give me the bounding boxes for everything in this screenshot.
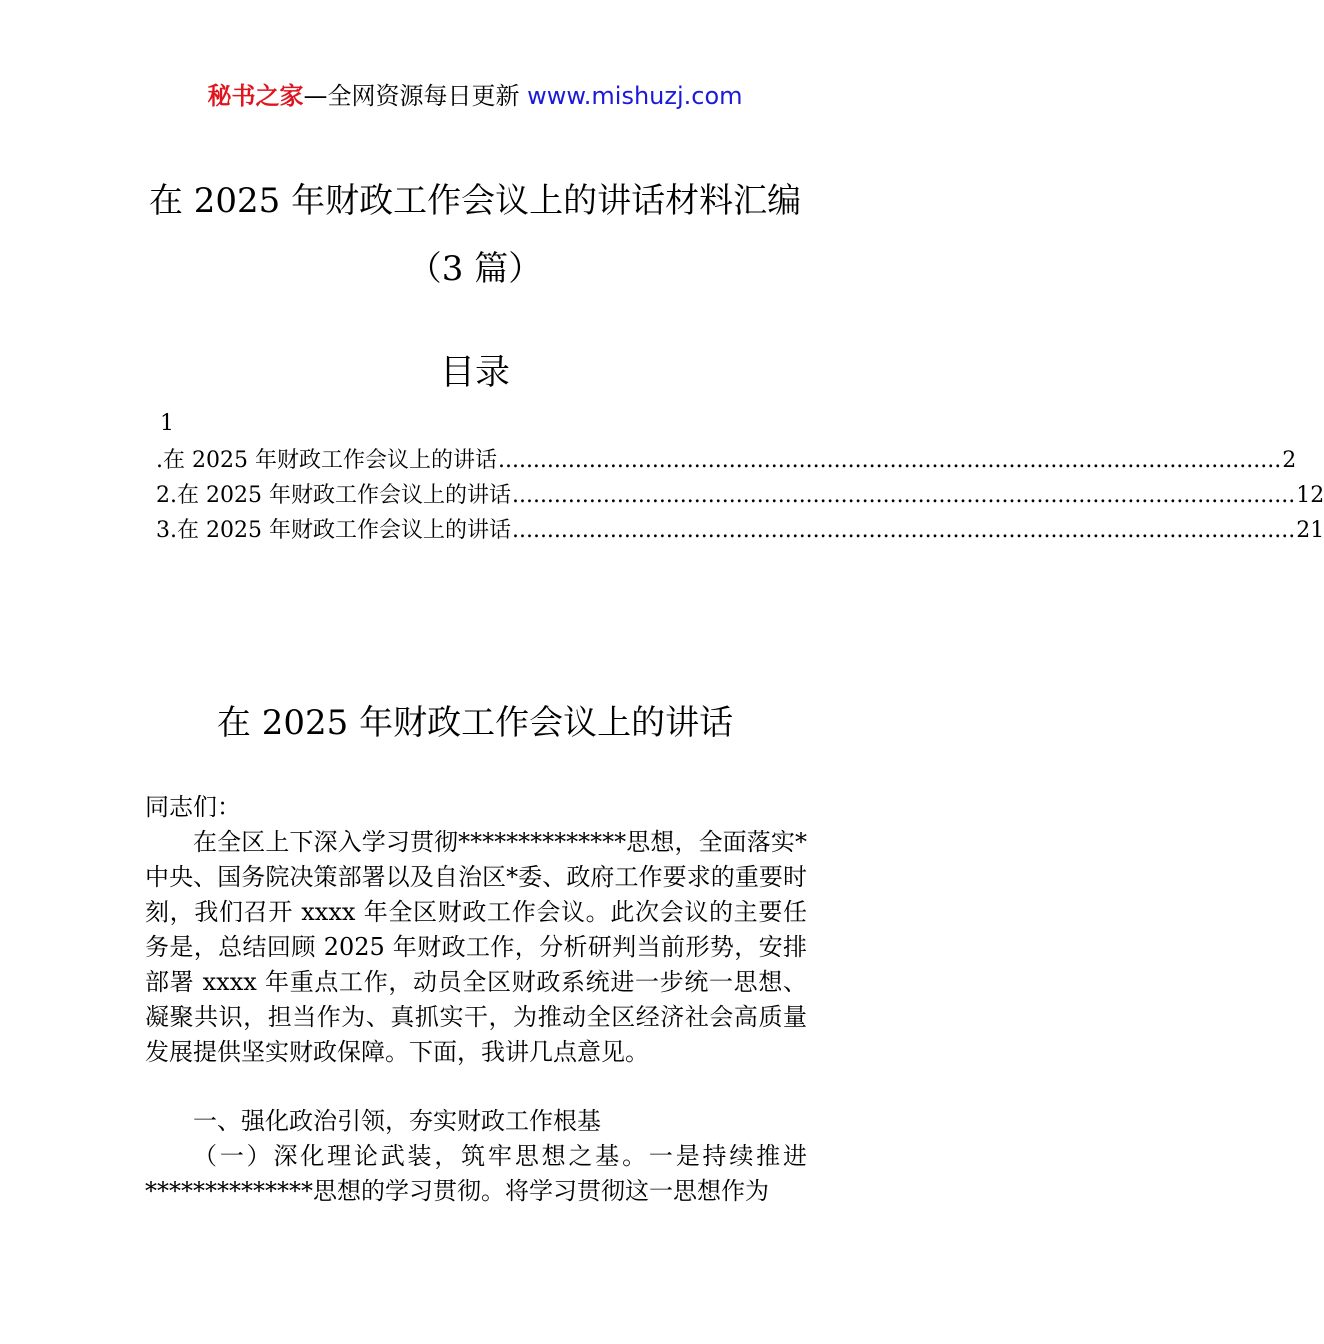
toc-item-page: 2 — [1282, 448, 1297, 473]
toc-heading: 目录 — [439, 353, 510, 393]
brand-name: 秘书之家 — [207, 82, 304, 110]
header-tagline: —全网资源每日更新 — [303, 82, 528, 110]
toc-item-page: 12 — [1296, 483, 1324, 508]
toc-item[interactable] — [156, 446, 1297, 476]
toc-item-page: 21 — [1296, 518, 1324, 543]
body-paragraph: （一）深化理论武装，筑牢思想之基。一是持续推进**************思想的学习贯彻。将学习贯彻这一思想作为 — [145, 1142, 807, 1205]
toc-item-label: .在 2025 年财政工作会议上的讲话 — [156, 448, 497, 473]
section-heading: 一、强化政治引领，夯实财政工作根基 — [193, 1107, 601, 1135]
toc-leader-dots: ................................................................................................................ — [511, 518, 1296, 543]
body-paragraph: 在全区上下深入学习贯彻**************思想，全面落实*中央、国务院决策部署以及自治区*委、政府工作要求的重要时刻，我们召开 xxxx 年全区财政工作会议。此次会议的主要任务是，总结回顾 2025 年财政工作，分析研判当前形势，安排部署 xxxx 年重点工作，动员全区财政系统进一步统一思想、凝聚共识，担当作为、真抓实干，为推动全区经济社会高质量发展提供坚实财政保障。下面，我讲几点意见。 — [145, 828, 807, 1066]
site-header — [0, 80, 950, 112]
document-title: 在 2025 年财政工作会议上的讲话材料汇编 — [148, 181, 802, 221]
toc-item-label: 2.在 2025 年财政工作会议上的讲话 — [156, 483, 511, 508]
document-subtitle: （3 篇） — [407, 249, 543, 289]
toc-item-number: 1 — [160, 411, 174, 436]
site-url[interactable]: www.mishuzj.com — [527, 82, 743, 110]
toc-leader-dots: ................................................................................................................ — [497, 448, 1282, 473]
toc-item[interactable] — [156, 481, 1324, 511]
speech-title: 在 2025 年财政工作会议上的讲话 — [216, 703, 734, 743]
toc-leader-dots: ................................................................................................................ — [511, 483, 1296, 508]
toc-item-label: 3.在 2025 年财政工作会议上的讲话 — [156, 518, 511, 543]
toc-item[interactable] — [156, 516, 1324, 546]
salutation: 同志们： — [145, 793, 241, 821]
